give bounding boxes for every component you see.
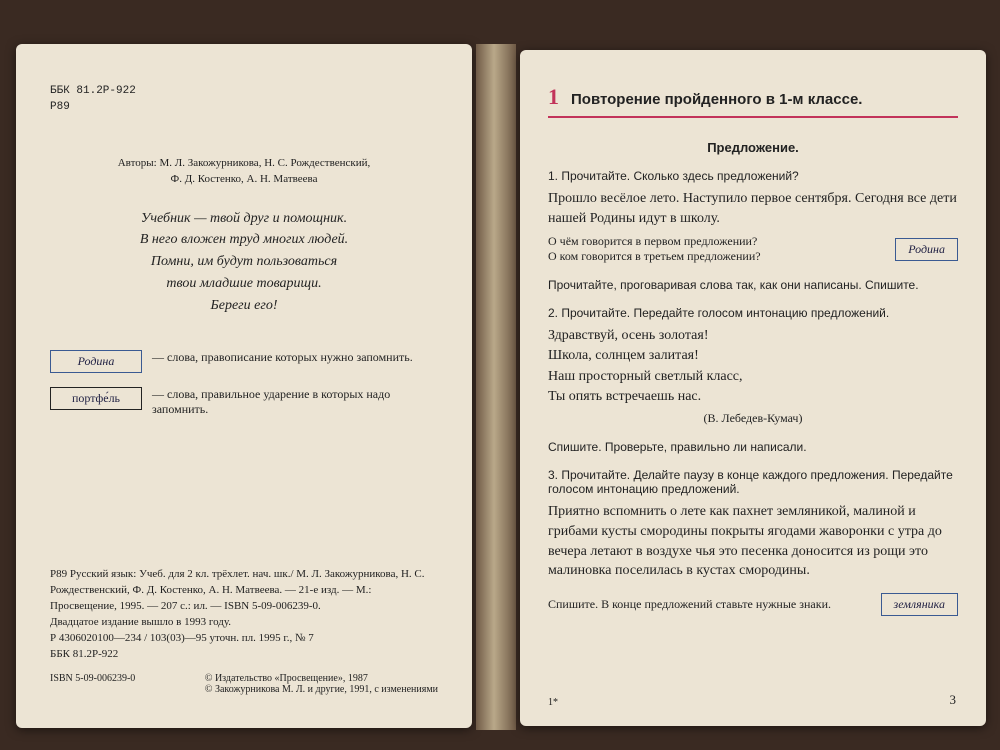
copyright <box>205 673 438 695</box>
task-1-instruction: Прочитайте, проговаривая слова так, как они написаны. Спишите. <box>548 278 919 293</box>
bbk-code: ББК 81.2Р-922 <box>50 85 136 97</box>
legend-row <box>50 387 438 417</box>
motto-line: Береги его! <box>210 297 278 313</box>
task-3-instruction: Спишите. В конце предложений ставьте нужные знаки. <box>548 596 831 611</box>
poem-line: Ты опять встречаешь нас. <box>548 389 702 405</box>
copyright-line: © Издательство «Просвещение», 1987 <box>204 672 368 684</box>
section-title: Предложение. <box>707 140 799 155</box>
vocabulary-tag: земляника <box>881 593 958 616</box>
vocabulary-tag: Родина <box>895 238 958 261</box>
legend-text: — слова, правильное ударение в которых надо запомнить. <box>152 387 391 417</box>
printer-signature: 1* <box>548 697 558 708</box>
task-1-reading: Прошло весёлое лето. Наступило первое сентября. Сегодня все дети нашей Родины идут в школу. <box>548 191 957 226</box>
biblio-line: Р 4306020100—234 / 103(03)—95 уточн. пл. 1995 г., № 7 <box>50 631 314 644</box>
task-3-footer <box>548 593 958 616</box>
legend-text: — слова, правописание которых нужно запомнить. <box>152 350 413 365</box>
task-3-reading: Приятно вспомнить о лете как пахнет земляникой, малиной и грибами кусты смородины покрыты ягодами жаворонки с утра до вечера летают в воздухе чья это песенка доносится из рощи это малиновка поселилась в кустах смородины. <box>548 504 942 579</box>
poem-line: Наш просторный светлый класс, <box>548 368 743 384</box>
left-page <box>16 44 472 728</box>
task-1-prompt: 1. Прочитайте. Сколько здесь предложений? <box>548 169 799 183</box>
legend-box: Родина <box>50 350 142 373</box>
page-number: 3 <box>949 692 956 707</box>
poem-author: (В. Лебедев-Кумач) <box>703 411 803 426</box>
question: О ком говорится в третьем предложении? <box>548 249 761 264</box>
authors <box>50 156 438 188</box>
isbn: ISBN 5-09-006239-0 <box>50 672 136 684</box>
bibliographic-record <box>50 567 438 663</box>
authors-line: Ф. Д. Костенко, А. Н. Матвеева <box>170 172 318 185</box>
author-code: Р89 <box>50 100 70 113</box>
poem-line: Здравствуй, осень золотая! <box>548 328 709 344</box>
lesson-header <box>548 84 958 118</box>
lesson-title: Повторение пройденного в 1-м классе. <box>571 91 863 108</box>
poem <box>548 326 958 407</box>
biblio-line: ББК 81.2Р-922 <box>50 647 119 660</box>
poem-line: Школа, солнцем залитая! <box>548 348 699 364</box>
task-2-prompt: 2. Прочитайте. Передайте голосом интонацию предложений. <box>548 306 890 321</box>
legend-box: портфе́ль <box>50 387 142 410</box>
motto-line: твои младшие товарищи. <box>166 275 322 291</box>
imprint <box>50 673 438 695</box>
biblio-line: Двадцатое издание вышло в 1993 году. <box>50 616 232 628</box>
task-2-instruction: Спишите. Проверьте, правильно ли написали. <box>548 440 807 455</box>
motto <box>50 208 438 316</box>
task-1-questions <box>548 234 958 264</box>
book-spine <box>476 44 516 730</box>
authors-line: Авторы: М. Л. Закожурникова, Н. С. Рождественский, <box>117 156 371 169</box>
task-3-prompt: 3. Прочитайте. Делайте паузу в конце каждого предложения. Передайте голосом интонацию предложений. <box>548 468 953 497</box>
motto-line: Учебник — твой друг и помощник. <box>140 210 348 226</box>
lesson-number: 1 <box>548 84 559 109</box>
copyright-line: © Закожурникова М. Л. и другие, 1991, с изменениями <box>204 683 438 695</box>
question: О чём говорится в первом предложении? <box>548 234 758 249</box>
motto-line: В него вложен труд многих людей. <box>139 232 349 248</box>
legend <box>50 350 438 417</box>
right-page <box>520 50 986 726</box>
classification-codes <box>50 84 438 116</box>
motto-line: Помни, им будут пользоваться <box>150 254 338 270</box>
biblio-line: Р89 Русский язык: Учеб. для 2 кл. трёхлет. нач. шк./ М. Л. Закожурникова, Н. С. Рождественский, Ф. Д. Костенко, А. Н. Матвеева. — 21-е изд. — М.: Просвещение, 1995. — 207 с.: ил. — ISBN 5-09-006239-0. <box>50 568 425 613</box>
legend-row <box>50 350 438 373</box>
